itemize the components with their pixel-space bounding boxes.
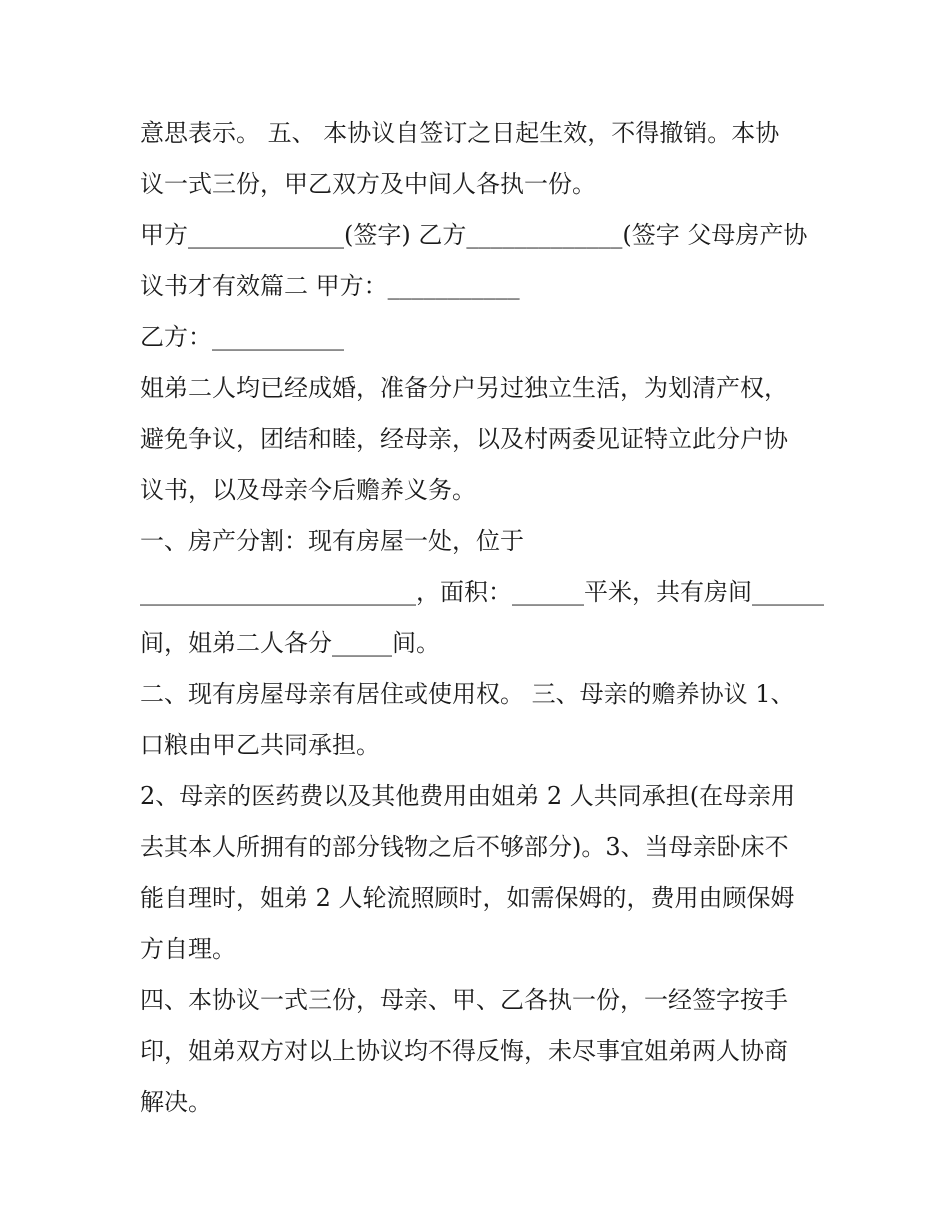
text-line: 意思表示。 五、 本协议自签订之日起生效，不得撤销。本协 <box>140 119 780 147</box>
text-line: 议书才有效篇二 甲方：___________ <box>140 272 520 300</box>
text-line: 乙方：___________ <box>140 323 344 351</box>
text-line: 解决。 <box>140 1088 212 1116</box>
text-line: 印，姐弟双方对以上协议均不得反悔，未尽事宜姐弟两人协商 <box>140 1037 788 1065</box>
signature-line: 甲方_____________(签字) 乙方_____________(签字 父母房产协 <box>140 221 808 249</box>
text-line: _______________________，面积：______平米，共有房间______ <box>140 578 824 606</box>
text-line: 二、现有房屋母亲有居住或使用权。 三、母亲的赡养协议 1、 <box>140 680 795 708</box>
text-line: 四、本协议一式三份，母亲、甲、乙各执一份，一经签字按手 <box>140 986 788 1014</box>
agreement-text <box>140 108 824 1128</box>
text-line: 方自理。 <box>140 935 236 963</box>
text-line: 间，姐弟二人各分_____间。 <box>140 629 440 657</box>
text-line: 能自理时，姐弟 2 人轮流照顾时，如需保姆的，费用由顾保姆 <box>140 884 795 912</box>
text-line: 议书，以及母亲今后赡养义务。 <box>140 476 476 504</box>
text-line: 避免争议，团结和睦，经母亲，以及村两委见证特立此分户协 <box>140 425 788 453</box>
text-line: 一、房产分割：现有房屋一处，位于 <box>140 527 524 555</box>
text-line: 2、母亲的医药费以及其他费用由姐弟 2 人共同承担(在母亲用 <box>140 782 796 810</box>
text-line: 去其本人所拥有的部分钱物之后不够部分)。3、当母亲卧床不 <box>140 833 789 861</box>
text-line: 口粮由甲乙共同承担。 <box>140 731 380 759</box>
text-line: 姐弟二人均已经成婚，准备分户另过独立生活，为划清产权， <box>140 374 788 402</box>
text-line: 议一式三份，甲乙双方及中间人各执一份。 <box>140 170 596 198</box>
